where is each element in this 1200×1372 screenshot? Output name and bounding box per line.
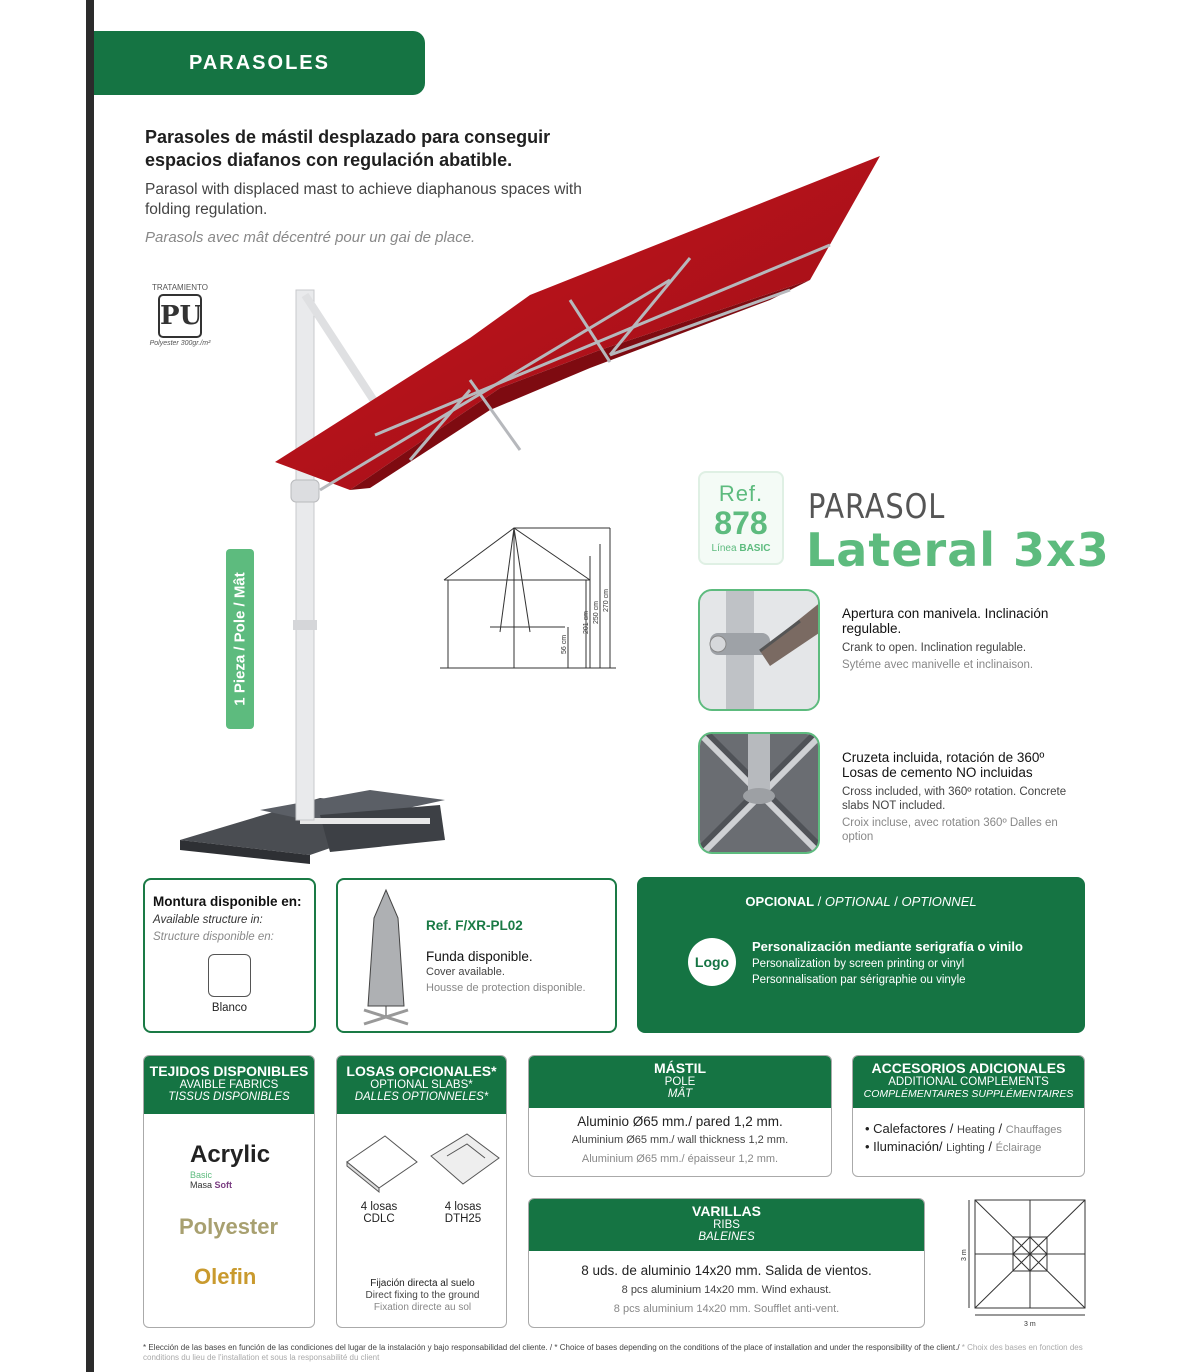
white-swatch <box>208 954 251 997</box>
optional-es: Personalización mediante serigrafía o vinilo <box>752 939 1023 954</box>
cover-en: Cover available. <box>426 966 505 978</box>
mast-es: Aluminio Ø65 mm./ pared 1,2 mm. <box>577 1114 783 1129</box>
mast-h1: MÁSTIL <box>653 1060 707 1076</box>
acrylic-soft: Soft <box>214 1180 233 1190</box>
lighting-es: Iluminación/ <box>873 1139 943 1154</box>
ribs-es: 8 uds. de aluminio 14x20 mm. Salida de vientos. <box>581 1263 872 1278</box>
pu-mark: PU <box>158 294 202 338</box>
feature1-es: Apertura con manivela. Inclinación regulable. <box>842 606 1049 636</box>
feature2-en: Cross included, with 360º rotation. Concrete slabs NOT included. <box>842 786 1067 812</box>
footnote-en: * Choice of bases depending on the conditions of the place of installation and under the responsibility of the client./ <box>554 1343 960 1352</box>
line-word: Línea <box>711 543 737 554</box>
accessories-h1: ACCESORIOS ADICIONALES <box>871 1060 1066 1076</box>
accessory-item-heating: • Calefactores / Heating / Chauffages <box>865 1121 1062 1136</box>
feature2-es: Cruzeta incluida, rotación de 360º Losas de cemento NO incluidas <box>842 750 1045 780</box>
fabrics-card <box>143 1055 315 1328</box>
swatch-label: Blanco <box>211 1002 248 1014</box>
cover-fr: Housse de protection disponible. <box>426 982 586 994</box>
left-edge-bar <box>86 0 94 1372</box>
lighting-fr: Éclairage <box>995 1142 1042 1154</box>
heating-es: Calefactores <box>873 1121 947 1136</box>
heating-en: Heating <box>957 1124 995 1136</box>
line-name: BASIC <box>739 543 771 554</box>
section-label: PARASOLES <box>189 51 330 74</box>
feature2-fr: Croix incluse, avec rotation 360º Dalles en option <box>842 817 1058 843</box>
footnote-fr: * Choix des bases en fonction des conditions du lieu de l'installation et sous la responsabilité du client <box>143 1343 1083 1362</box>
optional-fr: Personnalisation par sérigraphie ou vinyle <box>752 974 966 986</box>
mast-en: Aluminium Ø65 mm./ wall thickness 1,2 mm. <box>571 1134 789 1146</box>
ref-label: Ref. <box>718 481 764 506</box>
product-title: Lateral 3x3 <box>806 523 1110 577</box>
structure-fr: Structure disponible en: <box>153 931 274 943</box>
feature-crank-image <box>698 589 820 711</box>
treatment-fabric: Polyester 300gr./m² <box>149 340 211 347</box>
slab-dth25-icon <box>427 1132 501 1192</box>
slabs-h2: OPTIONAL SLABS* <box>370 1079 473 1091</box>
acrylic-label: Acrylic <box>190 1141 271 1168</box>
slab-note-es: Fijación directa al suelo <box>370 1278 475 1289</box>
slabs-header <box>337 1056 506 1114</box>
feature-crank-text <box>842 606 1082 672</box>
lighting-en: Lighting <box>946 1142 985 1154</box>
optional-en: Personalization by screen printing or vinyl <box>752 958 965 970</box>
dim-270: 270 cm <box>603 589 610 612</box>
slab-note-fr: Fixation directe au sol <box>373 1302 472 1313</box>
heating-fr: Chauffages <box>1005 1124 1062 1136</box>
fabrics-header <box>144 1056 314 1114</box>
mast-card <box>528 1055 832 1177</box>
structure-en: Available structure in: <box>153 914 263 926</box>
intro-english: Parasol with displaced mast to achieve diaphanous spaces with folding regulation. <box>145 181 582 218</box>
mast-header <box>529 1056 831 1108</box>
feature-cross-image <box>698 732 820 854</box>
ribs-h3: BALEINES <box>698 1231 755 1243</box>
polyester-label: Polyester <box>179 1214 279 1239</box>
structure-title: Montura disponible en: <box>153 894 302 909</box>
pole-tag-label: 1 Pieza / Pole / Mât <box>231 572 249 706</box>
slab-item1: 4 losas CDLC <box>360 1201 398 1225</box>
logo-badge: Logo <box>688 938 736 986</box>
slab-note-en: Direct fixing to the ground <box>365 1290 480 1301</box>
fabrics-h3: TISSUS DISPONIBLES <box>168 1091 290 1103</box>
slab-item2: 4 losas DTH25 <box>444 1201 482 1225</box>
optional-title-en: OPTIONAL <box>824 894 891 909</box>
accessories-card <box>852 1055 1085 1177</box>
ribs-en: 8 pcs aluminium 14x20 mm. Wind exhaust. <box>621 1284 832 1296</box>
pole-tag <box>226 549 254 729</box>
dim-250: 250 cm <box>593 601 600 624</box>
ref-number: 878 <box>714 505 768 541</box>
mast-h2: POLE <box>664 1076 696 1088</box>
dimension-diagram <box>440 522 622 672</box>
mast-shape <box>296 290 314 820</box>
slabs-h3: DALLES OPTIONNELES* <box>354 1091 489 1103</box>
ribs-header <box>529 1199 924 1251</box>
line-label <box>700 543 782 554</box>
slabs-card <box>336 1055 507 1328</box>
slabs-h1: LOSAS OPCIONALES* <box>346 1063 497 1079</box>
ribs-h2: RIBS <box>713 1219 740 1231</box>
footnote <box>143 1343 1093 1363</box>
cover-illustration <box>360 888 412 1028</box>
optional-title-es: OPCIONAL <box>745 894 815 909</box>
acrylic-masa: Masa <box>190 1180 213 1190</box>
intro-french: Parasols avec mât décentré pour un gai de place. <box>145 229 476 246</box>
fabrics-h2: AVAIBLE FABRICS <box>179 1079 279 1091</box>
fabrics-h1: TEJIDOS DISPONIBLES <box>149 1063 309 1079</box>
intro-spanish: Parasoles de mástil desplazado para conseguir espacios diafanos con regulación abatible. <box>145 127 551 170</box>
feature1-en: Crank to open. Inclination regulable. <box>842 642 1027 654</box>
olefin-label: Olefin <box>194 1264 257 1289</box>
optional-title-fr: OPTIONNEL <box>901 894 977 909</box>
treatment-label: TRATAMIENTO <box>152 283 208 292</box>
accessory-item-lighting: • Iluminación/ Lighting / Éclairage <box>865 1139 1042 1154</box>
top-width-label: 3 m <box>1024 1321 1036 1328</box>
section-header <box>94 31 425 95</box>
accessories-header <box>853 1056 1084 1108</box>
dim-201: 201 cm <box>583 611 590 634</box>
ribs-card <box>528 1198 925 1328</box>
feature-cross-text <box>842 750 1082 844</box>
dim-56: 56 cm <box>561 634 568 654</box>
accessories-h2: ADDITIONAL COMPLEMENTS <box>888 1076 1049 1088</box>
slab-cdlc-icon <box>345 1134 419 1194</box>
structure-card <box>143 878 316 1033</box>
top-view-diagram <box>955 1195 1090 1330</box>
canopy-shape <box>275 156 880 490</box>
footnote-es: * Elección de las bases en función de las condiciones del lugar de la instalación y bajo responsabilidad del cliente. / <box>143 1343 553 1352</box>
ref-badge <box>698 471 784 565</box>
accessories-h3: COMPLÉMENTAIRES SUPPLÉMENTAIRES <box>863 1088 1074 1100</box>
optional-box <box>637 877 1085 1033</box>
ribs-fr: 8 pcs aluminium 14x20 mm. Soufflet anti-vent. <box>613 1303 840 1315</box>
cover-es: Funda disponible. <box>426 949 533 964</box>
cover-card <box>336 878 617 1033</box>
cover-ref: Ref. F/XR-PL02 <box>426 918 523 933</box>
mast-h3: MÂT <box>667 1088 693 1100</box>
acrylic-basic: Basic <box>190 1170 213 1180</box>
product-subtitle: PARASOL <box>808 487 946 527</box>
feature1-fr: Sytéme avec manivelle et inclinaison. <box>842 659 1034 671</box>
top-height-label: 3 m <box>961 1249 968 1261</box>
ribs-h1: VARILLAS <box>692 1203 761 1219</box>
mast-fr: Aluminium Ø65 mm./ épaisseur 1,2 mm. <box>581 1153 779 1165</box>
optional-title: OPCIONAL / OPTIONAL / OPTIONNEL <box>745 894 977 909</box>
